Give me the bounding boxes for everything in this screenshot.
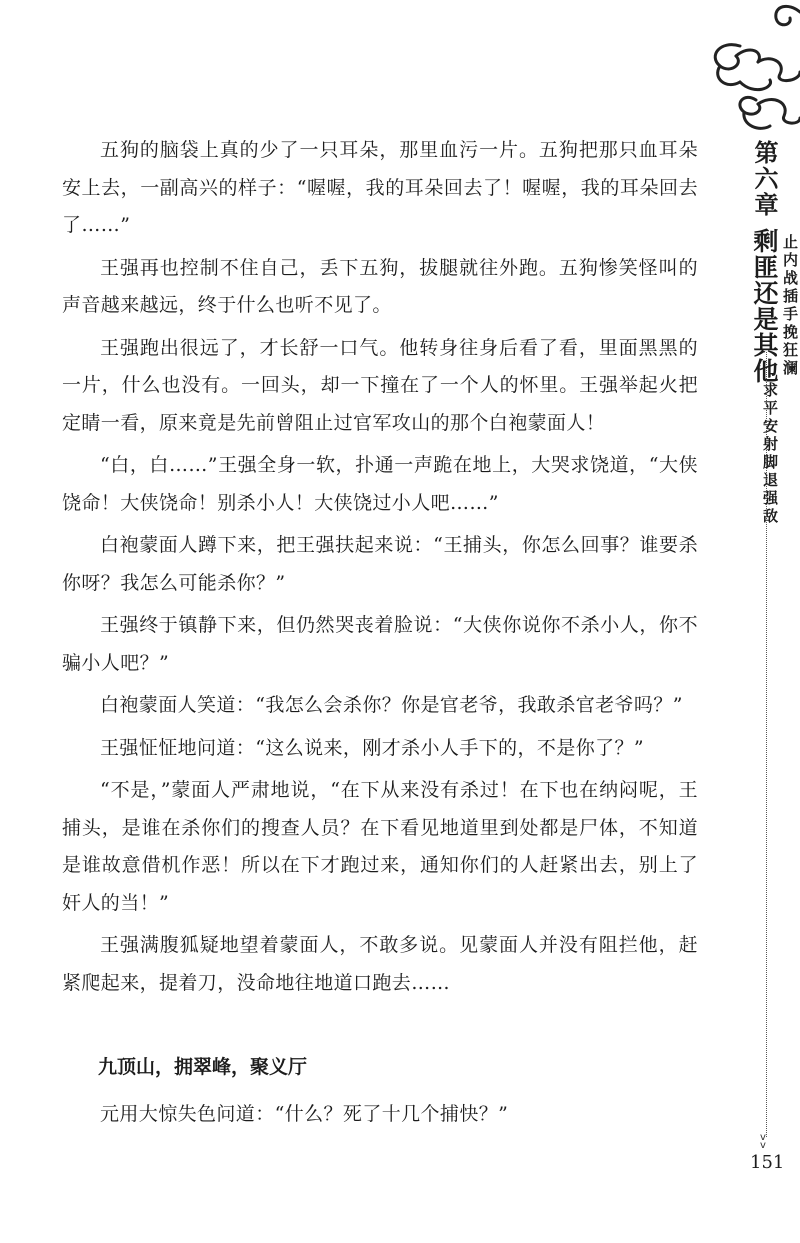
main-text — [62, 132, 698, 1139]
paragraph: 白袍蒙面人蹲下来，把王强扶起来说：“王捕头，你怎么回事？谁要杀你呀？我怎么可能杀你？” — [62, 534, 698, 594]
double-chevron-down-icon: v v — [760, 1132, 766, 1151]
paragraph: 王强终于镇静下来，但仍然哭丧着脸说：“大侠你说你不杀小人，你不骗小人吧？” — [62, 614, 698, 674]
paragraph: 王强满腹狐疑地望着蒙面人，不敢多说。见蒙面人并没有阻拦他，赶紧爬起来，提着刀，没命地往地道口跑去…… — [62, 934, 698, 994]
cloud-ornament-icon — [700, 0, 800, 150]
paragraph: “不是，”蒙面人严肃地说，“在下从来没有杀过！在下也在纳闷呢，王捕头，是谁在杀你们的搜查人员？在下看见地道里到处都是尸体，不知道是谁故意借机作恶！所以在下才跑过来，通知你们的人赶紧出去，别上了奸人的当！” — [62, 779, 698, 914]
section-heading: 九顶山，拥翠峰，聚义厅 — [98, 1056, 308, 1078]
paragraph: 王强再也控制不住自己，丢下五狗，拔腿就往外跑。五狗惨笑怪叫的声音越来越远，终于什么也听不见了。 — [62, 256, 698, 316]
paragraph: “白，白……”王强全身一软，扑通一声跪在地上，大哭求饶道，“大侠饶命！大侠饶命！别杀小人！大侠饶过小人吧……” — [62, 454, 698, 514]
paragraph: 元用大惊失色问道：“什么？死了十几个捕快？” — [100, 1103, 509, 1125]
chapter-label: 第六章 — [750, 140, 779, 218]
chapter-subtitle-1: 止内战插手挽狂澜 — [781, 234, 799, 378]
dotted-divider — [766, 352, 767, 1137]
paragraph: 五狗的脑袋上真的少了一只耳朵，那里血污一片。五狗把那只血耳朵安上去，一副高兴的样子：“喔喔，我的耳朵回去了！喔喔，我的耳朵回去了……” — [62, 139, 698, 236]
paragraph: 王强怔怔地问道：“这么说来，刚才杀小人手下的，不是你了？” — [100, 736, 645, 759]
page-number: 151 — [750, 1152, 785, 1173]
chapter-title: 剩匪还是其他 — [750, 228, 779, 384]
paragraph: 王强跑出很远了，才长舒一口气。他转身往身后看了看，里面黑黑的一片，什么也没有。一回头，却一下撞在了一个人的怀里。王强举起火把定睛一看，原来竟是先前曾阻止过官军攻山的那个白袍蒙面人！ — [62, 336, 698, 434]
chapter-subtitle-2: 求平安射脚退强敌 — [761, 382, 779, 526]
paragraph: 白袍蒙面人笑道：“我怎么会杀你？你是官老爷，我敢杀官老爷吗？” — [100, 694, 683, 716]
